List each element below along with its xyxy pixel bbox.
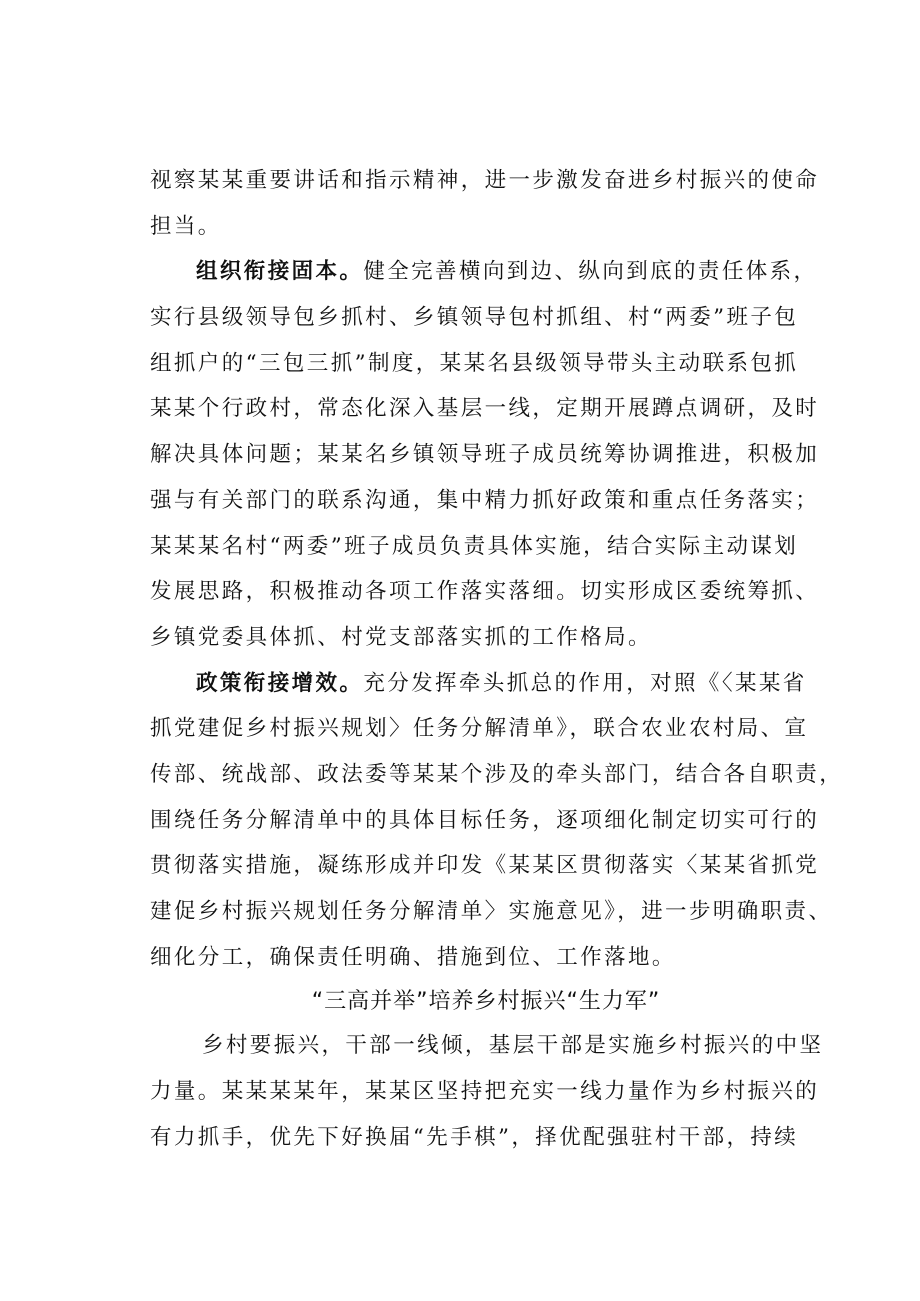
section-cadre-paragraph [150,1023,822,1160]
text-run: 健全完善横向到边、纵向到底的责任体系， [363,259,818,285]
text-line: 乡镇党委具体抓、村党支部落实抓的工作格局。 [150,624,652,650]
text-line [150,661,822,707]
text-line: 抓党建促乡村振兴规划〉任务分解清单》，联合农业农村局、宣 [150,716,809,742]
section-organization-paragraph [150,249,822,660]
text-line: 传部、统战部、政法委等某某个涉及的牵头部门，结合各自职责， [150,761,844,787]
intro-paragraph [150,158,822,249]
text-line: 某某某名村“两委”班子成员负责具体实施，结合实际主动谋划 [150,533,799,559]
text-run: 充分发挥牵头抓总的作用，对照《〈某某省 [363,670,807,696]
text-line: 实行县级领导包乡抓村、乡镇领导包村抓组、村“两委”班子包 [150,305,799,331]
section-lead-bold: 政策衔接增效。 [196,670,364,696]
text-line: 乡村要振兴，干部一线倾，基层干部是实施乡村振兴的中坚 [202,1033,824,1059]
text-line: 解决具体问题；某某名乡镇领导班子成员统筹协调推进，积极加 [150,442,820,468]
text-line [150,249,822,295]
text-line: 建促乡村振兴规划任务分解清单〉实施意见》，进一步明确职责、 [150,899,833,924]
text-line: 发展思路，积极推动各项工作落实落细。切实形成区委统筹抓、 [150,579,820,605]
text-line: 贯彻落实措施，凝练形成并印发《某某区贯彻落实〈某某省抓党 [150,853,820,879]
section-heading: “三高并举”培养乡村振兴“生力军” [311,989,661,1015]
section-lead-bold: 组织衔接固本。 [196,259,364,285]
section-policy-paragraph [150,661,844,981]
text-line: 有力抓手，优先下好换届“先手棋”，择优配强驻村干部，持续 [150,1124,799,1150]
text-line: 围绕任务分解清单中的具体目标任务，逐项细化制定切实可行的 [150,807,820,833]
text-line: 某某个行政村，常态化深入基层一线，定期开展蹲点调研，及时 [150,396,820,422]
document-page [150,158,844,1160]
text-line: 细化分工，确保责任明确、措施到位、工作落地。 [150,944,676,970]
text-line: 力量。某某某某年，某某区坚持把充实一线力量作为乡村振兴的 [150,1079,820,1105]
text-line: 组抓户的“三包三抓”制度，某某名县级领导带头主动联系包抓 [150,350,799,376]
text-line: 担当。 [150,213,222,239]
text-line: 视察某某重要讲话和指示精神，进一步激发奋进乡村振兴的使命 [150,168,820,193]
text-line: 强与有关部门的联系沟通，集中精力抓好政策和重点任务落实； [150,487,820,513]
